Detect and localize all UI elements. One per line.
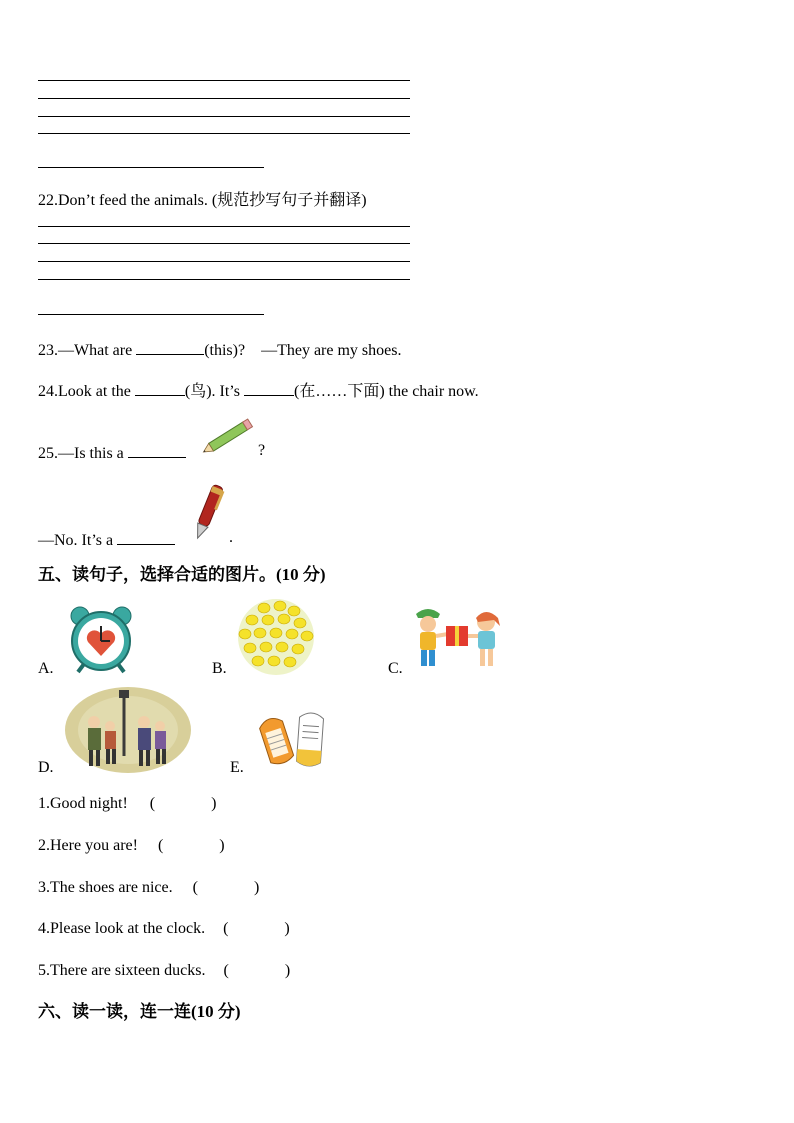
item-text: 2.Here you are! xyxy=(38,837,138,854)
shoes-icon xyxy=(258,706,328,772)
q22-sentence: Don’t feed the animals. xyxy=(58,192,212,209)
question-number: 23. xyxy=(38,342,58,359)
q25-question-mark: ? xyxy=(258,442,266,459)
writing-line[interactable] xyxy=(38,243,410,244)
q23-hint: (this)? xyxy=(204,342,246,359)
walking-night-icon xyxy=(64,686,192,774)
match-item-2 xyxy=(38,838,225,854)
children-gift-icon xyxy=(408,604,518,676)
writing-line[interactable] xyxy=(38,80,410,81)
pencil-icon xyxy=(198,414,262,458)
writing-line[interactable] xyxy=(38,116,410,117)
q25-period: . xyxy=(229,529,233,546)
option-a-label: A. xyxy=(38,660,54,677)
alarm-clock-icon xyxy=(66,604,136,674)
writing-line[interactable] xyxy=(38,314,264,315)
q23-text: —What are xyxy=(58,342,137,359)
writing-line[interactable] xyxy=(38,133,410,134)
q24-hint2: (在……下面) the chair now. xyxy=(293,383,479,400)
answer-paren[interactable]: ( ) xyxy=(223,920,290,937)
option-d-label: D. xyxy=(38,759,54,776)
section5-title: 五、读句子，选择合适的图片。(10 分) xyxy=(38,565,326,584)
option-b-label: B. xyxy=(212,660,227,677)
answer-paren[interactable]: ( ) xyxy=(149,795,217,812)
q22-prompt xyxy=(38,193,367,209)
q25-prompt xyxy=(38,443,186,462)
item-text: 5.There are sixteen ducks. xyxy=(38,962,206,979)
item-text: 3.The shoes are nice. xyxy=(38,879,173,896)
q22-instruction: (规范抄写句子并翻译) xyxy=(211,192,367,209)
item-text: 1.Good night! xyxy=(38,795,128,812)
option-e-label: E. xyxy=(230,759,244,776)
answer-blank[interactable] xyxy=(136,340,204,355)
writing-line[interactable] xyxy=(38,279,410,280)
answer-blank[interactable] xyxy=(244,381,294,396)
writing-line[interactable] xyxy=(38,226,410,227)
question-number: 22. xyxy=(38,192,58,209)
q24-text: Look at the xyxy=(58,383,135,400)
match-item-3 xyxy=(38,880,259,896)
q24-hint1: (鸟). It’s xyxy=(184,383,244,400)
writing-line[interactable] xyxy=(38,261,410,262)
q25-answer-text: —No. It’s a xyxy=(38,532,118,549)
q25-text: —Is this a xyxy=(58,445,128,462)
answer-blank[interactable] xyxy=(135,381,185,396)
answer-paren[interactable]: ( ) xyxy=(223,962,291,979)
match-item-1 xyxy=(38,796,216,812)
item-text: 4.Please look at the clock. xyxy=(38,920,206,937)
option-c-label: C. xyxy=(388,660,403,677)
answer-paren[interactable]: ( ) xyxy=(157,837,225,854)
q25-answer xyxy=(38,530,175,549)
q24-prompt xyxy=(38,381,479,400)
q23-answer-text: —They are my shoes. xyxy=(261,342,402,359)
match-item-4 xyxy=(38,921,290,937)
question-number: 24. xyxy=(38,383,58,400)
question-number: 25. xyxy=(38,445,58,462)
section6-title: 六、读一读，连一连(10 分) xyxy=(38,1002,241,1021)
writing-line[interactable] xyxy=(38,98,410,99)
ducks-icon xyxy=(236,598,316,676)
answer-blank[interactable] xyxy=(117,530,175,545)
pen-icon xyxy=(186,478,230,544)
match-item-5 xyxy=(38,963,290,979)
answer-paren[interactable]: ( ) xyxy=(192,879,260,896)
answer-blank[interactable] xyxy=(128,443,186,458)
writing-line[interactable] xyxy=(38,167,264,168)
q23-prompt xyxy=(38,340,401,359)
